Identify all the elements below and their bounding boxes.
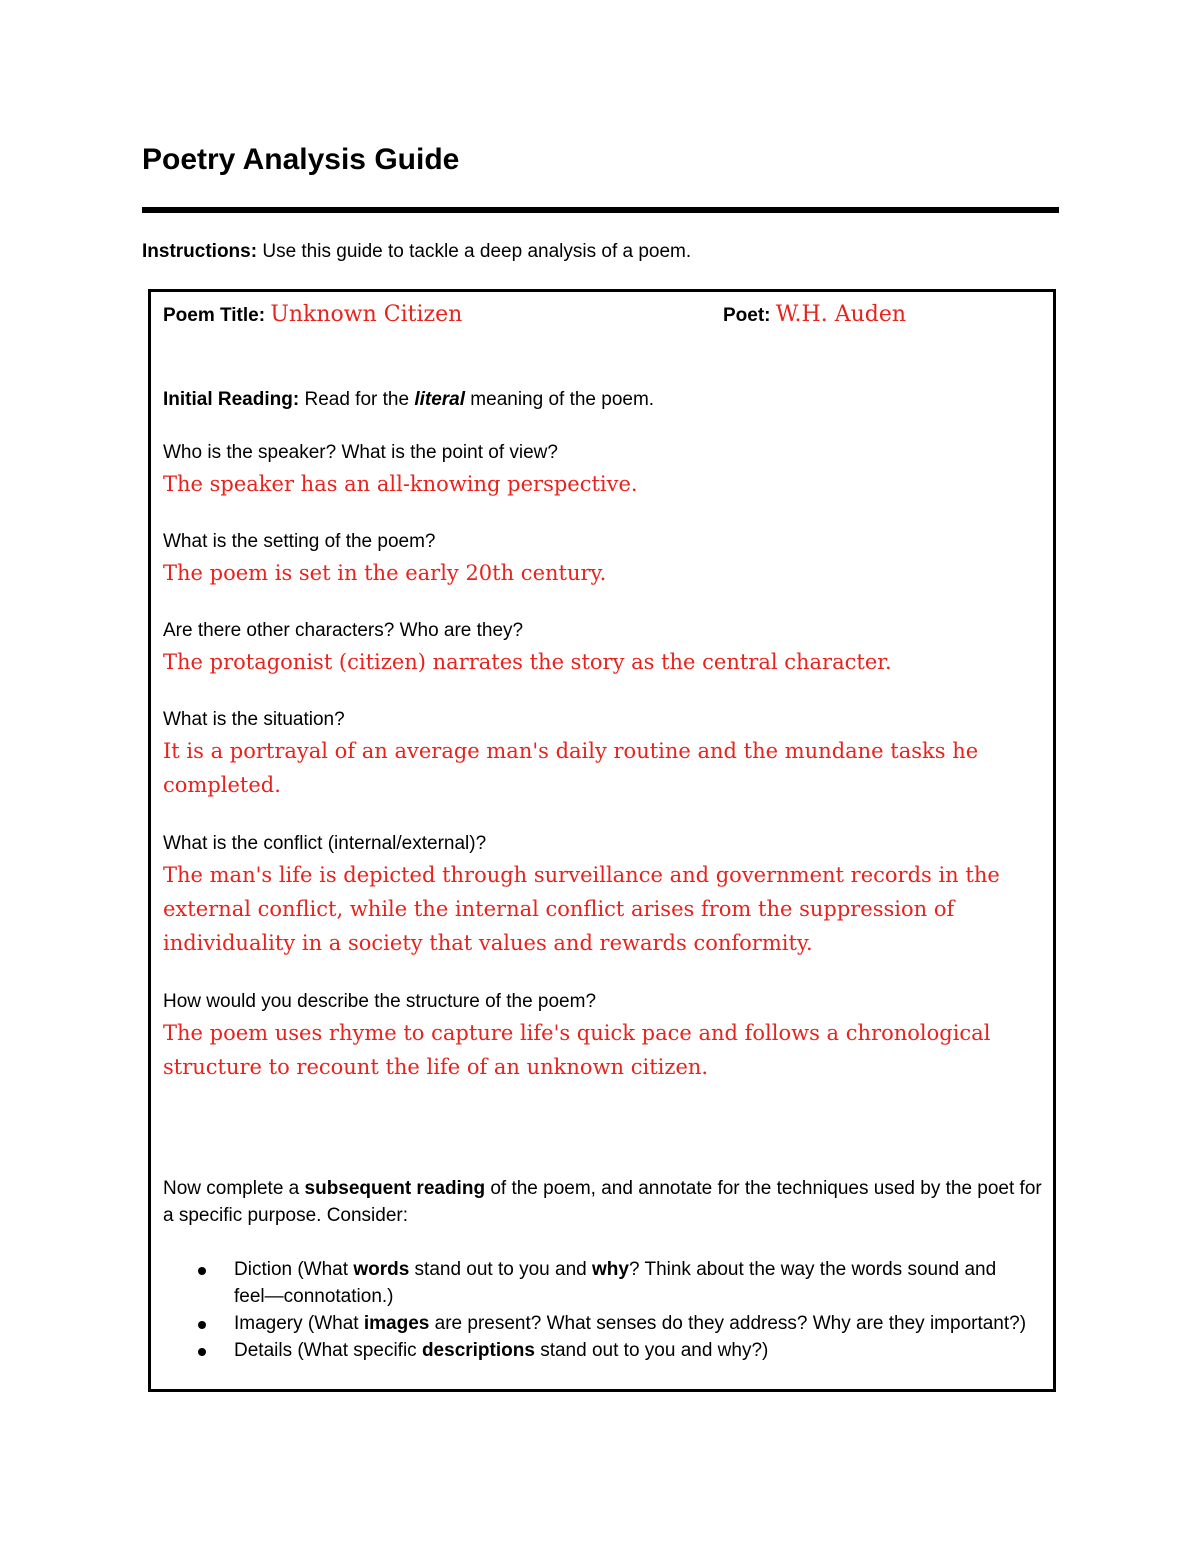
details-text-2: stand out to you and why?) bbox=[534, 1340, 769, 1361]
poem-title-row bbox=[163, 303, 462, 328]
bullet-dot-icon bbox=[198, 1267, 206, 1275]
initial-reading-label: Initial Reading: bbox=[163, 389, 300, 410]
diction-text: Diction (What bbox=[234, 1259, 354, 1280]
bullet-dot-icon bbox=[198, 1321, 206, 1329]
diction-text-3: ? Think about the way the words sound and feel—connotation.) bbox=[234, 1259, 997, 1307]
answer-characters: The protagonist (citizen) narrates the story as the central character. bbox=[163, 650, 892, 674]
diction-bold-words: words bbox=[353, 1259, 410, 1280]
analysis-box bbox=[148, 289, 1056, 1392]
question-conflict: What is the conflict (internal/external)? bbox=[163, 833, 487, 854]
question-situation: What is the situation? bbox=[163, 709, 345, 730]
bullet-dot-icon bbox=[198, 1348, 206, 1356]
poet-label: Poet: bbox=[723, 305, 771, 326]
answer-structure: The poem uses rhyme to capture life's quick pace and follows a chronological structure to recount the life of an unknown citizen. bbox=[163, 1021, 991, 1079]
subsequent-text: Now complete a bbox=[163, 1178, 305, 1199]
instructions-label: Instructions: bbox=[142, 241, 258, 262]
technique-list bbox=[181, 1256, 1031, 1364]
imagery-text-2: are present? What senses do they address? Why are they important?) bbox=[429, 1313, 1027, 1334]
poem-title-label: Poem Title: bbox=[163, 305, 266, 326]
title-divider bbox=[142, 207, 1059, 213]
list-item-diction bbox=[181, 1256, 1031, 1310]
imagery-text: Imagery (What bbox=[234, 1313, 364, 1334]
subsequent-reading-bold: subsequent reading bbox=[304, 1178, 486, 1199]
poet-row bbox=[723, 303, 906, 328]
imagery-bold-images: images bbox=[363, 1313, 430, 1334]
initial-reading bbox=[163, 388, 654, 412]
diction-text-2: stand out to you and bbox=[409, 1259, 593, 1280]
question-speaker: Who is the speaker? What is the point of view? bbox=[163, 442, 558, 463]
question-setting: What is the setting of the poem? bbox=[163, 531, 436, 552]
subsequent-reading-instructions bbox=[163, 1175, 1043, 1229]
literal-emphasis: literal bbox=[414, 389, 466, 410]
instructions-text: Use this guide to tackle a deep analysis of a poem. bbox=[257, 241, 692, 262]
details-text: Details (What specific bbox=[234, 1340, 422, 1361]
page-title: Poetry Analysis Guide bbox=[142, 143, 460, 176]
question-characters: Are there other characters? Who are they? bbox=[163, 620, 524, 641]
list-item-imagery bbox=[181, 1310, 1031, 1337]
answer-setting: The poem is set in the early 20th century. bbox=[163, 561, 607, 585]
answer-conflict: The man's life is depicted through surveillance and government records in the external conflict, while the internal conflict arises from the suppression of individuality in a society that values and rewards conformity. bbox=[163, 863, 1000, 955]
answer-speaker: The speaker has an all-knowing perspective. bbox=[163, 472, 638, 496]
initial-reading-text: Read for the bbox=[299, 389, 415, 410]
poem-title-value: Unknown Citizen bbox=[270, 302, 463, 327]
poet-value: W.H. Auden bbox=[775, 302, 907, 327]
subsequent-text-end: of the poem, and annotate for the techniques used by the poet for a specific purpose. Consider: bbox=[163, 1178, 1042, 1226]
instructions bbox=[142, 240, 691, 264]
initial-reading-text-end: meaning of the poem. bbox=[465, 389, 655, 410]
question-structure: How would you describe the structure of the poem? bbox=[163, 991, 597, 1012]
answer-situation: It is a portrayal of an average man's daily routine and the mundane tasks he completed. bbox=[163, 739, 979, 797]
diction-bold-why: why bbox=[592, 1259, 629, 1280]
details-bold-descriptions: descriptions bbox=[421, 1340, 535, 1361]
list-item-details bbox=[181, 1337, 1031, 1364]
